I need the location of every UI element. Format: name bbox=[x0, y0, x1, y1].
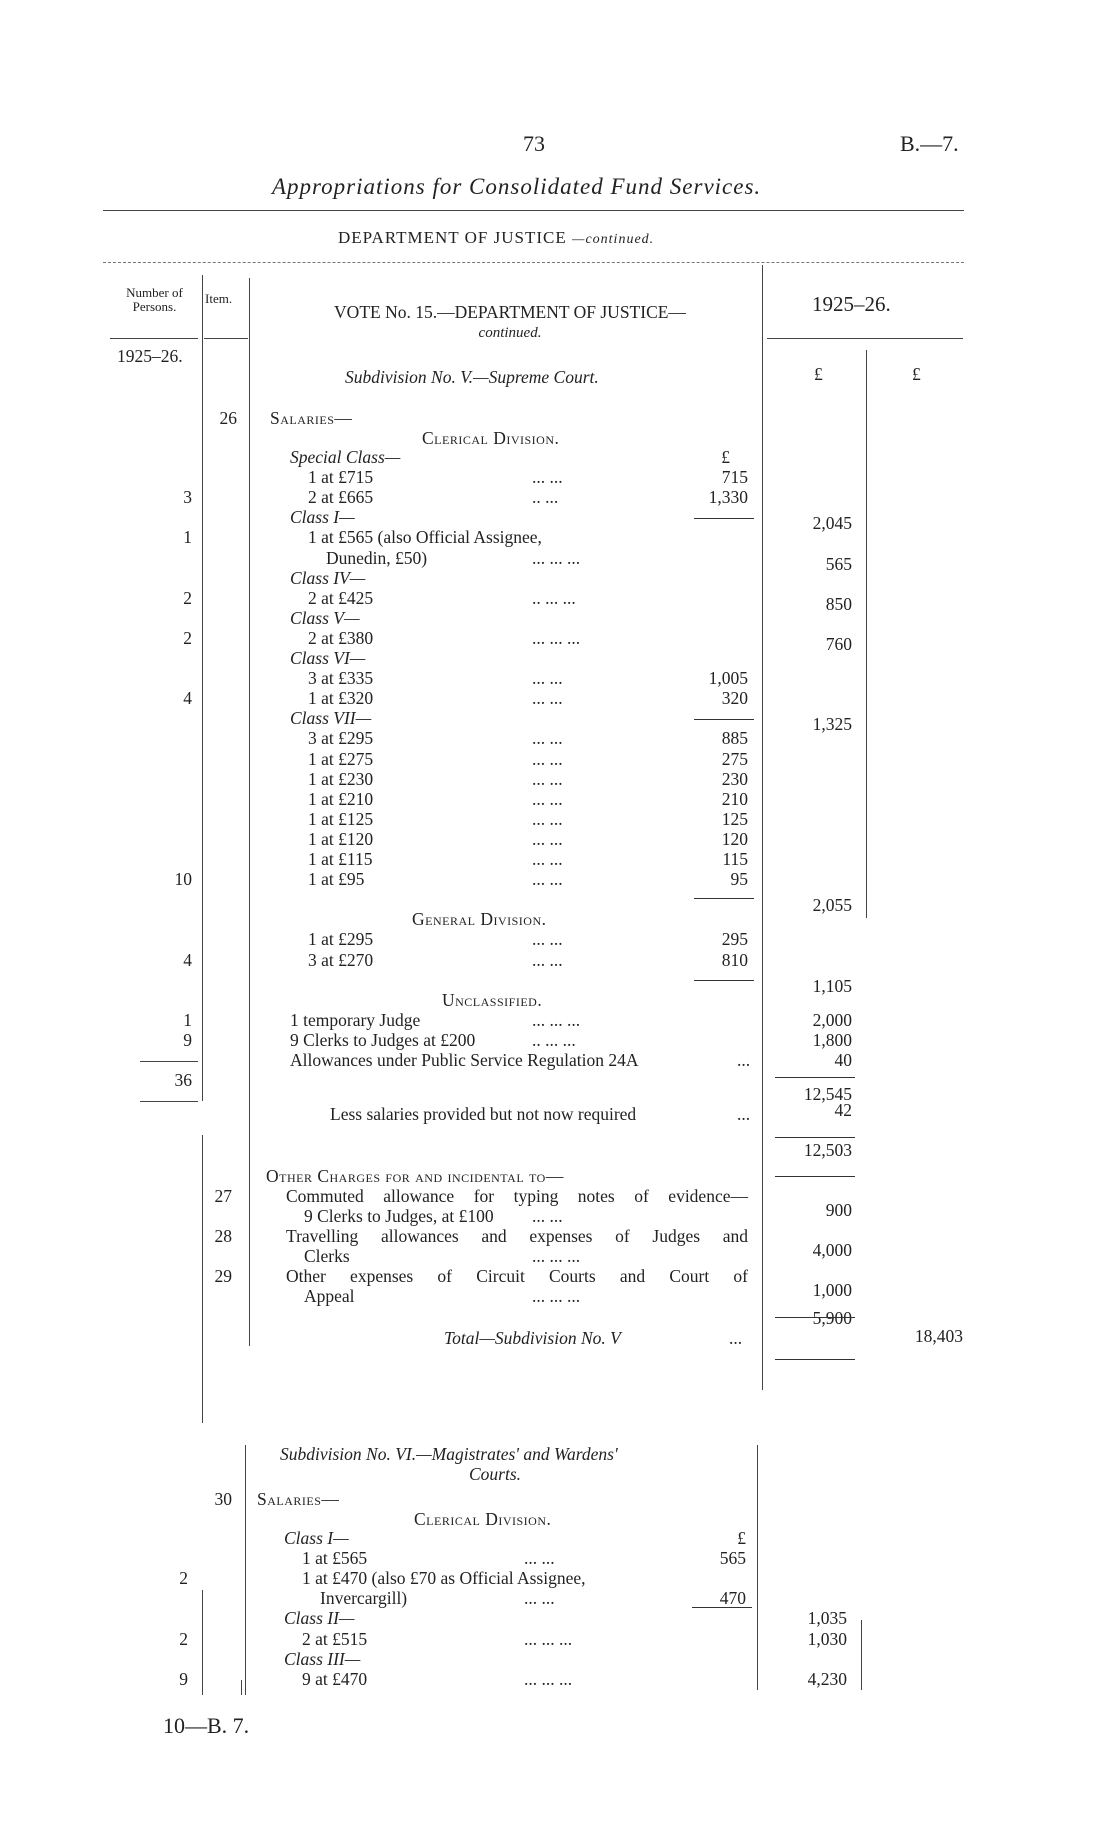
line-item-label: 2 at £380 bbox=[308, 627, 374, 648]
subtotal-amount: 2,055 bbox=[812, 895, 852, 916]
leader-dots: ... ... bbox=[532, 869, 563, 890]
item-number: 28 bbox=[214, 1226, 232, 1247]
line-amount: 1,330 bbox=[708, 487, 748, 508]
line-item-label: 2 at £425 bbox=[308, 587, 374, 608]
clerical-division-heading: Clerical Division. bbox=[422, 428, 560, 448]
leader-dots: .. ... ... bbox=[532, 1029, 576, 1050]
charge-description: Other expenses of Circuit Courts and Court of bbox=[286, 1266, 748, 1287]
leader-dots: ... ... bbox=[524, 1548, 555, 1569]
leader-dots: ... ... bbox=[532, 949, 563, 970]
amount-col-rule bbox=[762, 265, 763, 1390]
rule bbox=[775, 1077, 855, 1078]
line-item-label: 1 at £125 bbox=[308, 808, 374, 829]
line-amount: 295 bbox=[721, 929, 748, 950]
leader-dots: ... bbox=[737, 1050, 751, 1070]
line-amount: 230 bbox=[721, 768, 748, 789]
less-salaries-label: Less salaries provided but not now required bbox=[330, 1104, 637, 1125]
line-item-label: 2 at £515 bbox=[302, 1628, 368, 1649]
item-col-rule bbox=[249, 278, 250, 1346]
persons-count: 2 bbox=[183, 627, 192, 648]
general-division-heading: General Division. bbox=[412, 909, 547, 930]
class-heading: Class III— bbox=[284, 1648, 361, 1669]
line-item-label: 3 at £335 bbox=[308, 668, 374, 689]
leader-dots: ... bbox=[737, 1104, 751, 1125]
subtotal-amount: 4,230 bbox=[807, 1668, 847, 1689]
line-amount: 120 bbox=[721, 828, 748, 849]
leader-dots: ... ... bbox=[532, 748, 563, 769]
amount-col-rule-sub6 bbox=[757, 1445, 758, 1690]
class-heading: Class I— bbox=[290, 507, 355, 528]
leader-dots: ... ... bbox=[532, 849, 563, 869]
item-number: 29 bbox=[214, 1266, 232, 1287]
col-year-right: 1925–26. bbox=[812, 292, 891, 316]
pound-sign: £ bbox=[737, 1528, 746, 1548]
leader-dots: ... ... ... bbox=[524, 1668, 573, 1689]
header-rule bbox=[103, 210, 964, 211]
line-amount: 715 bbox=[721, 467, 748, 488]
rule bbox=[694, 518, 754, 519]
line-item-label: 1 at £120 bbox=[308, 828, 374, 849]
persons-count: 1 bbox=[183, 1009, 192, 1030]
item-number: 26 bbox=[219, 408, 237, 428]
page-footer-signature: 10—B. 7. bbox=[163, 1713, 250, 1738]
item-number: 27 bbox=[214, 1186, 232, 1207]
subtotal-amount: 2,045 bbox=[812, 513, 852, 534]
pound-sign-1: £ bbox=[814, 364, 823, 384]
leader-dots: ... ... bbox=[532, 1206, 563, 1227]
charge-description-continued: Appeal bbox=[304, 1286, 355, 1307]
page-title: Appropriations for Consolidated Fund Services. bbox=[272, 174, 762, 199]
leader-dots: ... ... ... bbox=[532, 627, 581, 648]
charge-amount: 4,000 bbox=[812, 1240, 852, 1261]
leader-dots: ... ... bbox=[524, 1588, 555, 1609]
leader-dots: ... ... bbox=[532, 929, 563, 950]
table-top-rule bbox=[103, 262, 964, 263]
charges-total: 5,900 bbox=[812, 1308, 852, 1329]
item-col-rule-sub6-end bbox=[241, 1680, 242, 1695]
rule bbox=[775, 1317, 855, 1318]
leader-dots: ... ... ... bbox=[532, 1246, 581, 1267]
line-amount: 810 bbox=[721, 949, 748, 970]
leader-dots: ... ... bbox=[532, 788, 563, 809]
rule bbox=[775, 1176, 855, 1177]
class-heading: Class VI— bbox=[290, 648, 366, 668]
line-item-label: 1 at £115 bbox=[308, 849, 373, 869]
line-item-label: 1 at £95 bbox=[308, 869, 365, 890]
persons-count: 3 bbox=[183, 487, 192, 508]
item-number: 30 bbox=[214, 1489, 232, 1509]
line-amount: 885 bbox=[721, 728, 748, 749]
leader-dots: ... ... bbox=[532, 688, 563, 709]
leader-dots: ... ... bbox=[532, 808, 563, 829]
persons-count: 1 bbox=[183, 527, 192, 548]
vote-continued: continued. bbox=[478, 325, 542, 341]
line-item-label: 1 at £210 bbox=[308, 788, 374, 809]
page-number: 73 bbox=[523, 131, 545, 156]
class-heading: Class IV— bbox=[290, 567, 366, 588]
persons-total-rule-bottom bbox=[140, 1101, 198, 1102]
class-heading: Class VII— bbox=[290, 708, 372, 729]
leader-dots: ... ... ... bbox=[532, 1286, 581, 1307]
subdivision-6-title-continued: Courts. bbox=[469, 1464, 522, 1484]
leader-dots: ... ... bbox=[532, 768, 563, 789]
other-charges-heading: Other Charges for and incidental to— bbox=[266, 1166, 564, 1187]
subtotal-amount: 1,325 bbox=[812, 714, 852, 735]
line-amount: 95 bbox=[730, 869, 748, 890]
less-salaries-amount: 42 bbox=[834, 1100, 852, 1121]
subtotal-amount: 1,105 bbox=[812, 975, 852, 996]
charge-amount: 900 bbox=[825, 1200, 852, 1221]
line-item-label: 9 Clerks to Judges at £200 bbox=[290, 1029, 476, 1050]
subtotal-amount: 850 bbox=[825, 593, 852, 614]
col-number-of-persons: Number of Persons. bbox=[126, 285, 183, 314]
persons-count: 10 bbox=[174, 869, 192, 890]
charge-description: Commuted allowance for typing notes of evidence— bbox=[286, 1186, 748, 1207]
leader-dots: ... ... ... bbox=[524, 1628, 573, 1649]
line-item-label: 3 at £270 bbox=[308, 949, 374, 970]
subtotal-col-rule-sub6 bbox=[861, 1620, 862, 1690]
col-year: 1925–26. bbox=[117, 346, 183, 366]
persons-count: 2 bbox=[183, 587, 192, 608]
subtotal-amount: 1,800 bbox=[812, 1029, 852, 1050]
leader-dots: .. ... bbox=[532, 487, 559, 508]
persons-count: 2 bbox=[179, 1628, 188, 1649]
persons-count: 4 bbox=[183, 688, 192, 709]
pound-sign-2: £ bbox=[912, 364, 921, 384]
leader-dots: ... bbox=[729, 1328, 743, 1349]
leader-dots: ... ... bbox=[532, 828, 563, 849]
line-item-label: Dunedin, £50) bbox=[326, 547, 428, 568]
col-item: Item. bbox=[205, 291, 233, 306]
subtotal-amount: 2,000 bbox=[812, 1009, 852, 1030]
year-header-rule bbox=[767, 338, 963, 339]
line-amount: 115 bbox=[722, 849, 748, 869]
vote-title: VOTE No. 15.—DEPARTMENT OF JUSTICE— bbox=[334, 302, 686, 322]
line-amount: 1,005 bbox=[708, 668, 748, 689]
line-amount: 565 bbox=[719, 1548, 746, 1569]
item-col-rule-sub6 bbox=[245, 1445, 246, 1695]
unclassified-heading: Unclassified. bbox=[442, 989, 543, 1010]
salaries-net-total: 12,503 bbox=[803, 1140, 852, 1161]
leader-dots: ... ... bbox=[532, 467, 563, 488]
line-item-label: 1 at £565 bbox=[302, 1548, 368, 1569]
subdivision-grand-total: 18,403 bbox=[914, 1326, 963, 1347]
department-heading: DEPARTMENT OF JUSTICE —continued. bbox=[338, 228, 655, 247]
pound-sign: £ bbox=[721, 447, 730, 467]
subtotal-amount: 40 bbox=[834, 1050, 852, 1070]
persons-count: 9 bbox=[179, 1668, 188, 1689]
line-item-label: 2 at £665 bbox=[308, 487, 374, 508]
subtotal-amount: 565 bbox=[825, 553, 852, 574]
persons-total: 36 bbox=[174, 1070, 192, 1091]
line-item-label: 1 at £320 bbox=[308, 688, 374, 709]
leader-dots: ... ... ... bbox=[532, 1009, 581, 1030]
leader-dots: .. ... ... bbox=[532, 587, 576, 608]
item-header-rule bbox=[204, 338, 248, 339]
leader-dots: ... ... ... bbox=[532, 547, 581, 568]
persons-count: 4 bbox=[183, 949, 192, 970]
persons-col-rule bbox=[202, 275, 203, 1101]
rule bbox=[775, 1359, 855, 1360]
leader-dots: ... ... bbox=[532, 668, 563, 689]
line-item-label: 1 at £470 (also £70 as Official Assignee, bbox=[302, 1568, 586, 1589]
line-item-label: 3 at £295 bbox=[308, 728, 374, 749]
class-heading: Special Class— bbox=[290, 447, 401, 467]
charge-description-continued: Clerks bbox=[304, 1246, 350, 1267]
leader-dots: ... ... bbox=[532, 728, 563, 749]
charge-description-continued: 9 Clerks to Judges, at £100 bbox=[304, 1206, 494, 1227]
subdivision-6-title: Subdivision No. VI.—Magistrates' and Wardens' bbox=[280, 1444, 618, 1464]
line-item-label: 1 at £295 bbox=[308, 929, 374, 950]
line-item-label: 9 at £470 bbox=[302, 1668, 368, 1689]
rule bbox=[694, 980, 754, 981]
line-amount: 470 bbox=[719, 1588, 746, 1609]
subdivision-5-title: Subdivision No. V.—Supreme Court. bbox=[345, 367, 599, 387]
line-item-label: 1 at £715 bbox=[308, 467, 374, 488]
persons-header-rule bbox=[110, 338, 198, 339]
class-heading: Class II— bbox=[284, 1608, 355, 1629]
subdivision-total-label: Total—Subdivision No. V bbox=[444, 1328, 621, 1349]
class-heading: Class I— bbox=[284, 1528, 349, 1548]
rule bbox=[775, 1137, 855, 1138]
subtotal-amount: 1,030 bbox=[807, 1628, 847, 1649]
class-heading: Class V— bbox=[290, 607, 360, 628]
line-amount: 125 bbox=[721, 808, 748, 829]
salaries-gross-total: 12,545 bbox=[803, 1084, 852, 1105]
rule bbox=[694, 719, 754, 720]
persons-count: 2 bbox=[179, 1568, 188, 1589]
salaries-heading: Salaries— bbox=[270, 408, 353, 428]
clerical-division-heading: Clerical Division. bbox=[414, 1509, 552, 1529]
line-item-label: 1 at £565 (also Official Assignee, bbox=[308, 527, 542, 548]
charge-amount: 1,000 bbox=[812, 1280, 852, 1301]
line-item-label: Allowances under Public Service Regulation 24A bbox=[290, 1050, 639, 1070]
subtotal-col-rule bbox=[866, 350, 867, 918]
persons-col-rule-sub6 bbox=[202, 1590, 203, 1695]
subtotal-amount: 760 bbox=[825, 633, 852, 654]
line-item-label: 1 at £230 bbox=[308, 768, 374, 789]
line-amount: 320 bbox=[721, 688, 748, 709]
line-amount: 210 bbox=[721, 788, 748, 809]
rule bbox=[694, 898, 754, 899]
line-item-label: 1 at £275 bbox=[308, 748, 374, 769]
document-reference: B.—7. bbox=[900, 131, 959, 156]
line-item-label: Invercargill) bbox=[320, 1588, 408, 1609]
line-amount: 275 bbox=[721, 748, 748, 769]
salaries-heading: Salaries— bbox=[257, 1489, 340, 1509]
department-suffix: —continued. bbox=[572, 232, 655, 247]
line-item-label: 1 temporary Judge bbox=[290, 1009, 421, 1030]
charge-description: Travelling allowances and expenses of Judges and bbox=[286, 1226, 748, 1247]
subtotal-amount: 1,035 bbox=[807, 1608, 847, 1629]
rule bbox=[692, 1607, 752, 1608]
persons-count: 9 bbox=[183, 1029, 192, 1050]
persons-total-rule bbox=[140, 1061, 198, 1062]
